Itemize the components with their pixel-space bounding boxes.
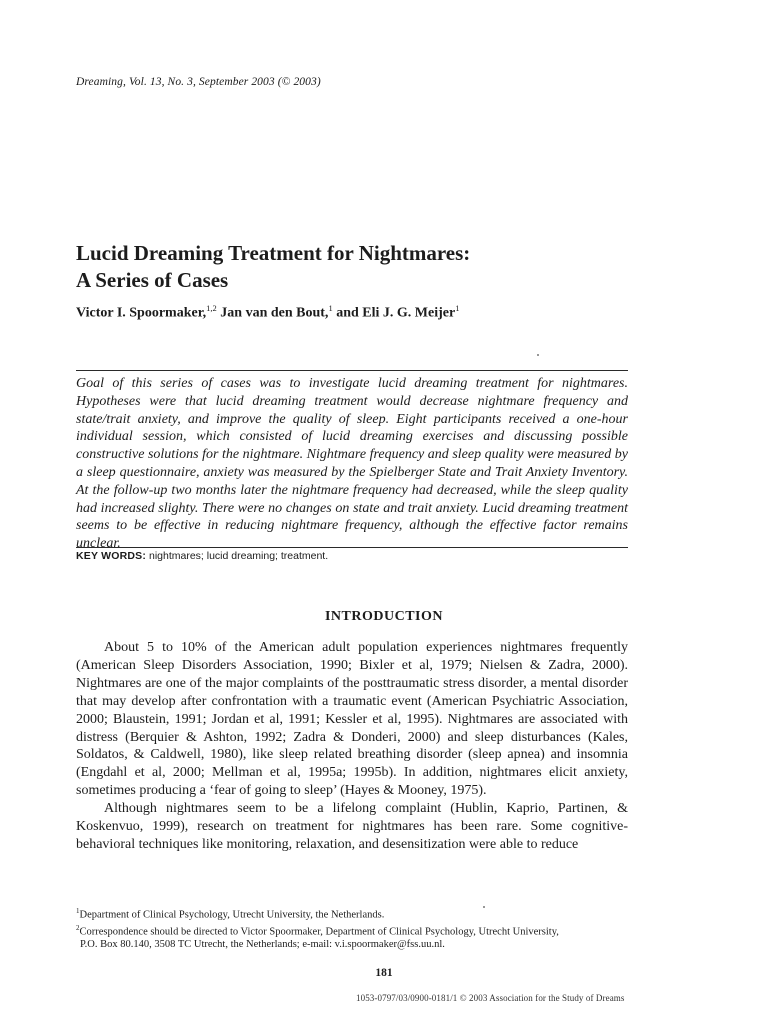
journal-citation: Dreaming, Vol. 13, No. 3, September 2003 (© 2003) (76, 76, 321, 88)
author-name: and Eli J. G. Meijer (332, 305, 456, 321)
body-paragraph: About 5 to 10% of the American adult population experiences nightmares frequently (American Sleep Disorders Association, 1990; Bixler et al, 1979; Nielsen & Zadra, 2000). Nightmares are one of the major complaints of the posttraumatic stress disorder, a mental disorder that may develop after confrontation with a traumatic event (American Psychiatric Association, 2000; Blaustein, 1991; Jordan et al, 1991; Kessler et al, 1995). Nightmares are associated with distress (Berquier & Ashton, 1992; Zadra & Donderi, 2000) and sleep disturbances (Kales, Soldatos, & Caldwell, 1980), like sleep related breathing disorder (sleep apnea) and insomnia (Engdahl et al, 2000; Mellman et al, 1995a; 1995b). In addition, nightmares elicit anxiety, sometimes producing a ‘fear of going to sleep’ (Hayes & Mooney, 1975). (76, 640, 628, 799)
section-heading: INTRODUCTION (324, 609, 443, 624)
publisher-imprint: 1053-0797/03/0900-0181/1 © 2003 Association for the Study of Dreams (356, 993, 625, 1003)
keywords-text: nightmares; lucid dreaming; treatment. (146, 550, 329, 562)
footnote-2-continuation: P.O. Box 80.140, 3508 TC Utrecht, the Netherlands; e-mail: v.i.spoormaker@fss.uu.nl. (80, 939, 445, 950)
scan-speck (483, 906, 485, 908)
footnote-mark: 2 (76, 923, 80, 932)
abstract-top-rule (76, 370, 628, 371)
author-name: Jan van den Bout, (216, 305, 329, 321)
article-title-line-1: Lucid Dreaming Treatment for Nightmares: (76, 241, 471, 265)
author-name: Victor I. Spoormaker, (76, 305, 207, 321)
page-number: 181 (375, 967, 393, 979)
author-list (76, 303, 459, 322)
footnote-mark: 1 (76, 907, 80, 915)
keywords-label: KEY WORDS: (76, 550, 147, 562)
author-affiliation-mark: 1 (455, 303, 460, 313)
article-title-line-2: A Series of Cases (76, 268, 229, 292)
footnotes (76, 905, 628, 951)
keywords (76, 550, 328, 562)
article-title (76, 240, 470, 294)
abstract-bottom-rule (76, 547, 628, 548)
body-text (76, 639, 628, 854)
footnote-1: $^1$Department of Clinical Psychology, Utrecht University, the Netherlands. (76, 907, 385, 921)
author-affiliation-mark: 1 (328, 303, 333, 313)
author-affiliation-mark: 1,2 (206, 303, 217, 313)
abstract: Goal of this series of cases was to investigate lucid dreaming treatment for nightmares. Hypotheses were that lucid dreaming treatment would decrease nightmare frequency and state/trait anxiety, and improve the quality of sleep. Eight participants received a one-hour individual session, which consisted of lucid dreaming exercises and discussing possible constructive solutions for the nightmare. Nightmare frequency and sleep quality were measured by a sleep questionnaire, anxiety was measured by the Spielberger State and Trait Anxiety Inventory. At the follow-up two months later the nightmare frequency had decreased, while the sleep quality had increased slighty. There were no changes on state and trait anxiety. Lucid dreaming treatment seems to be effective in reducing nightmare frequency, although the effective factor remains unclear. (76, 376, 628, 552)
body-paragraph: Although nightmares seem to be a lifelong complaint (Hublin, Kaprio, Partinen, & Koskenvuo, 1999), research on treatment for nightmares has been rare. Some cognitive-behavioral techniques like monitoring, relaxation, and desensitization were able to reduce (76, 801, 628, 852)
footnote-2: $^2$Correspondence should be directed to Victor Spoormaker, Department of Clinical Psychology, Utrecht University, (76, 923, 559, 937)
scan-speck (537, 354, 539, 356)
